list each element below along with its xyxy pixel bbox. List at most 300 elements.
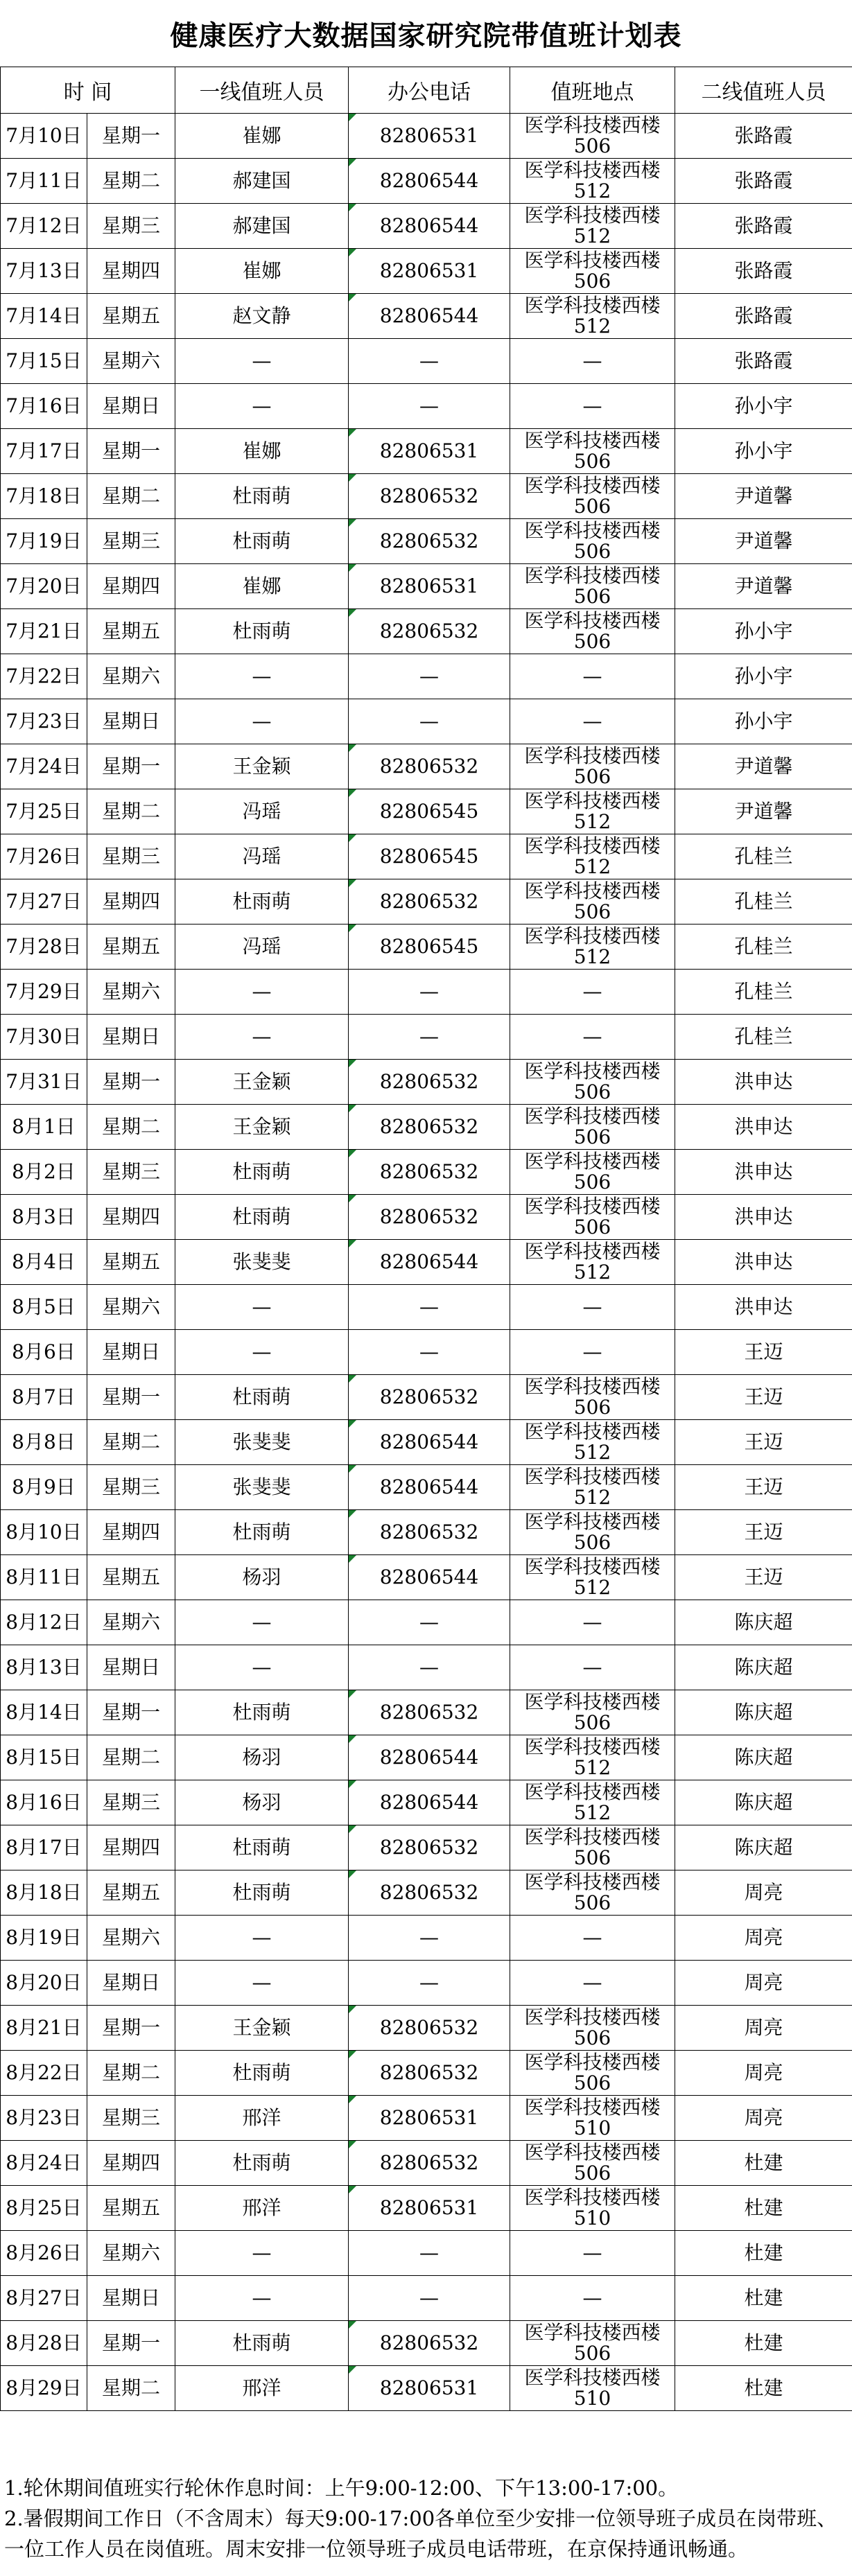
cell-date: 7月29日 [1,970,87,1015]
cell-duty-location: 医学科技楼西楼512 [510,925,675,970]
cell-duty-location: — [510,1330,675,1375]
cell-second-line-staff: 王迈 [675,1375,852,1420]
cell-date: 8月5日 [1,1285,87,1330]
table-row [1,1735,852,1780]
cell-date: 7月20日 [1,564,87,609]
cell-first-line-staff: 杜雨萌 [175,1195,349,1240]
cell-date: 8月26日 [1,2231,87,2276]
cell-date: 7月30日 [1,1015,87,1060]
cell-first-line-staff: — [175,1330,349,1375]
header-duty-location: 值班地点 [510,67,675,114]
table-row [1,1690,852,1735]
cell-date: 8月2日 [1,1150,87,1195]
cell-first-line-staff: — [175,339,349,384]
cell-office-phone: — [349,699,510,744]
cell-date: 8月1日 [1,1105,87,1150]
cell-second-line-staff: 孔桂兰 [675,925,852,970]
cell-duty-location: 医学科技楼西楼512 [510,789,675,834]
table-row [1,2276,852,2321]
cell-duty-location: 医学科技楼西楼506 [510,609,675,654]
cell-second-line-staff: 陈庆超 [675,1690,852,1735]
cell-weekday: 星期三 [87,834,175,879]
page-title: 健康医疗大数据国家研究院带值班计划表 [170,19,682,52]
cell-duty-location: — [510,1015,675,1060]
table-row [1,925,852,970]
cell-duty-location: 医学科技楼西楼512 [510,1420,675,1465]
cell-weekday: 星期一 [87,2321,175,2366]
cell-weekday: 星期六 [87,1285,175,1330]
table-row [1,1375,852,1420]
cell-first-line-staff: 杜雨萌 [175,1825,349,1870]
cell-office-phone: — [349,1600,510,1645]
cell-second-line-staff: 张路霞 [675,339,852,384]
cell-second-line-staff: 孔桂兰 [675,970,852,1015]
cell-date: 7月18日 [1,474,87,519]
cell-duty-location: — [510,2231,675,2276]
cell-office-phone: — [349,970,510,1015]
cell-first-line-staff: 张斐斐 [175,1240,349,1285]
cell-weekday: 星期一 [87,744,175,789]
cell-date: 7月24日 [1,744,87,789]
cell-date: 7月16日 [1,384,87,429]
cell-date: 7月28日 [1,925,87,970]
cell-first-line-staff: 王金颖 [175,1105,349,1150]
cell-date: 8月11日 [1,1555,87,1600]
cell-duty-location: 医学科技楼西楼506 [510,519,675,564]
cell-first-line-staff: — [175,2231,349,2276]
cell-date: 8月23日 [1,2096,87,2141]
cell-date: 8月4日 [1,1240,87,1285]
cell-weekday: 星期五 [87,925,175,970]
cell-date: 7月11日 [1,159,87,204]
cell-weekday: 星期二 [87,1735,175,1780]
cell-weekday: 星期日 [87,1961,175,2006]
cell-first-line-staff: 张斐斐 [175,1465,349,1510]
cell-duty-location: 医学科技楼西楼512 [510,204,675,249]
cell-first-line-staff: 冯瑶 [175,789,349,834]
cell-weekday: 星期六 [87,1916,175,1961]
cell-duty-location: — [510,2276,675,2321]
cell-duty-location: — [510,699,675,744]
cell-duty-location: 医学科技楼西楼506 [510,1870,675,1916]
cell-second-line-staff: 孔桂兰 [675,834,852,879]
cell-second-line-staff: 周亮 [675,2051,852,2096]
cell-date: 8月10日 [1,1510,87,1555]
cell-first-line-staff: — [175,384,349,429]
cell-office-phone: 82806531 [349,2366,510,2411]
table-row [1,2141,852,2186]
cell-office-phone: 82806532 [349,1060,510,1105]
cell-second-line-staff: 洪申达 [675,1285,852,1330]
cell-second-line-staff: 王迈 [675,1555,852,1600]
cell-office-phone: 82806544 [349,1735,510,1780]
cell-second-line-staff: 尹道馨 [675,564,852,609]
cell-duty-location: 医学科技楼西楼506 [510,1690,675,1735]
table-row [1,789,852,834]
cell-duty-location: 医学科技楼西楼506 [510,2051,675,2096]
cell-office-phone: 82806532 [349,1105,510,1150]
cell-duty-location: 医学科技楼西楼506 [510,1510,675,1555]
cell-second-line-staff: 周亮 [675,1916,852,1961]
cell-weekday: 星期二 [87,159,175,204]
table-row [1,1870,852,1916]
cell-office-phone: — [349,2276,510,2321]
cell-date: 8月18日 [1,1870,87,1916]
cell-date: 8月7日 [1,1375,87,1420]
header-first-line-staff: 一线值班人员 [175,67,349,114]
cell-office-phone: 82806532 [349,519,510,564]
cell-second-line-staff: 孙小宇 [675,609,852,654]
cell-date: 7月15日 [1,339,87,384]
cell-second-line-staff: 孔桂兰 [675,1015,852,1060]
cell-weekday: 星期三 [87,519,175,564]
cell-duty-location: 医学科技楼西楼512 [510,294,675,339]
cell-weekday: 星期日 [87,1645,175,1690]
cell-duty-location: 医学科技楼西楼510 [510,2366,675,2411]
cell-date: 8月16日 [1,1780,87,1825]
cell-second-line-staff: 周亮 [675,1961,852,2006]
cell-first-line-staff: 郝建国 [175,159,349,204]
cell-duty-location: 医学科技楼西楼506 [510,114,675,159]
note-2: 2.暑假期间工作日（不含周末）每天9:00-17:00各单位至少安排一位领导班子成员在岗带班、一位工作人员在岗值班。周末安排一位领导班子成员电话带班，在京保持通讯畅通。 [4,2507,837,2561]
cell-office-phone: 82806532 [349,1690,510,1735]
cell-office-phone: 82806544 [349,1420,510,1465]
cell-duty-location: 医学科技楼西楼512 [510,1780,675,1825]
cell-first-line-staff: 杜雨萌 [175,2051,349,2096]
cell-weekday: 星期六 [87,970,175,1015]
cell-first-line-staff: — [175,1600,349,1645]
table-row [1,2366,852,2411]
cell-duty-location: — [510,1961,675,2006]
cell-office-phone: 82806531 [349,429,510,474]
table-row [1,564,852,609]
cell-duty-location: 医学科技楼西楼510 [510,2186,675,2231]
cell-date: 7月12日 [1,204,87,249]
cell-duty-location: 医学科技楼西楼512 [510,1735,675,1780]
cell-first-line-staff: 杜雨萌 [175,1510,349,1555]
cell-weekday: 星期三 [87,2096,175,2141]
cell-duty-location: 医学科技楼西楼506 [510,1105,675,1150]
cell-weekday: 星期一 [87,429,175,474]
cell-weekday: 星期四 [87,249,175,294]
cell-office-phone: 82806545 [349,834,510,879]
cell-office-phone: 82806532 [349,879,510,925]
cell-first-line-staff: 崔娜 [175,429,349,474]
cell-first-line-staff: — [175,1961,349,2006]
cell-duty-location: 医学科技楼西楼506 [510,474,675,519]
cell-weekday: 星期五 [87,1870,175,1916]
cell-date: 8月14日 [1,1690,87,1735]
cell-office-phone: — [349,1961,510,2006]
cell-first-line-staff: — [175,1916,349,1961]
cell-first-line-staff: 杜雨萌 [175,474,349,519]
cell-first-line-staff: — [175,1645,349,1690]
cell-weekday: 星期日 [87,384,175,429]
cell-date: 8月13日 [1,1645,87,1690]
cell-weekday: 星期三 [87,204,175,249]
cell-first-line-staff: 杜雨萌 [175,2141,349,2186]
cell-duty-location: 医学科技楼西楼512 [510,159,675,204]
cell-duty-location: 医学科技楼西楼506 [510,2141,675,2186]
cell-date: 7月27日 [1,879,87,925]
cell-duty-location: 医学科技楼西楼506 [510,744,675,789]
cell-duty-location: 医学科技楼西楼510 [510,2096,675,2141]
cell-first-line-staff: 杜雨萌 [175,879,349,925]
cell-second-line-staff: 王迈 [675,1330,852,1375]
cell-date: 8月27日 [1,2276,87,2321]
table-row [1,339,852,384]
table-row [1,1195,852,1240]
cell-second-line-staff: 周亮 [675,2006,852,2051]
cell-office-phone: 82806532 [349,2321,510,2366]
cell-duty-location: — [510,384,675,429]
cell-first-line-staff: 杨羽 [175,1555,349,1600]
cell-second-line-staff: 张路霞 [675,114,852,159]
cell-date: 8月17日 [1,1825,87,1870]
cell-second-line-staff: 杜建 [675,2231,852,2276]
cell-date: 7月14日 [1,294,87,339]
cell-date: 8月21日 [1,2006,87,2051]
cell-first-line-staff: 王金颖 [175,2006,349,2051]
cell-weekday: 星期六 [87,654,175,699]
cell-weekday: 星期日 [87,1330,175,1375]
cell-first-line-staff: 杜雨萌 [175,1690,349,1735]
cell-duty-location: 医学科技楼西楼506 [510,1825,675,1870]
cell-office-phone: 82806532 [349,2006,510,2051]
cell-duty-location: — [510,1285,675,1330]
cell-office-phone: 82806544 [349,159,510,204]
cell-office-phone: 82806531 [349,2186,510,2231]
cell-duty-location: 医学科技楼西楼506 [510,2321,675,2366]
table-row [1,2006,852,2051]
cell-second-line-staff: 杜建 [675,2141,852,2186]
cell-first-line-staff: — [175,1015,349,1060]
cell-office-phone: 82806531 [349,249,510,294]
cell-office-phone: — [349,339,510,384]
table-row [1,384,852,429]
cell-date: 7月25日 [1,789,87,834]
cell-office-phone: 82806532 [349,1825,510,1870]
cell-office-phone: 82806532 [349,2051,510,2096]
cell-office-phone: 82806544 [349,294,510,339]
cell-duty-location: — [510,1916,675,1961]
cell-date: 7月22日 [1,654,87,699]
cell-office-phone: 82806532 [349,474,510,519]
cell-duty-location: — [510,1600,675,1645]
cell-weekday: 星期五 [87,609,175,654]
cell-first-line-staff: 杜雨萌 [175,609,349,654]
cell-date: 8月25日 [1,2186,87,2231]
cell-second-line-staff: 王迈 [675,1465,852,1510]
table-row [1,834,852,879]
cell-date: 7月21日 [1,609,87,654]
cell-office-phone: 82806544 [349,1780,510,1825]
cell-date: 8月8日 [1,1420,87,1465]
cell-office-phone: 82806531 [349,114,510,159]
cell-second-line-staff: 张路霞 [675,294,852,339]
cell-office-phone: 82806545 [349,789,510,834]
cell-duty-location: — [510,970,675,1015]
table-row [1,1240,852,1285]
cell-second-line-staff: 洪申达 [675,1105,852,1150]
cell-weekday: 星期一 [87,1375,175,1420]
cell-weekday: 星期五 [87,1555,175,1600]
header-time: 时 间 [1,67,175,114]
cell-second-line-staff: 尹道馨 [675,519,852,564]
cell-weekday: 星期日 [87,699,175,744]
table-row [1,744,852,789]
cell-first-line-staff: — [175,654,349,699]
cell-weekday: 星期五 [87,1240,175,1285]
cell-duty-location: 医学科技楼西楼506 [510,429,675,474]
cell-second-line-staff: 杜建 [675,2366,852,2411]
cell-office-phone: 82806531 [349,564,510,609]
cell-second-line-staff: 孙小宇 [675,699,852,744]
cell-first-line-staff: 张斐斐 [175,1420,349,1465]
cell-weekday: 星期一 [87,1690,175,1735]
cell-weekday: 星期三 [87,1780,175,1825]
cell-weekday: 星期二 [87,789,175,834]
header-office-phone: 办公电话 [349,67,510,114]
cell-date: 8月19日 [1,1916,87,1961]
cell-weekday: 星期五 [87,2186,175,2231]
table-row [1,879,852,925]
cell-date: 7月19日 [1,519,87,564]
cell-office-phone: — [349,1330,510,1375]
table-row [1,429,852,474]
table-row [1,1961,852,2006]
cell-weekday: 星期四 [87,564,175,609]
cell-weekday: 星期四 [87,2141,175,2186]
cell-office-phone: 82806532 [349,2141,510,2186]
cell-duty-location: 医学科技楼西楼506 [510,1375,675,1420]
table-row [1,204,852,249]
table-row [1,2321,852,2366]
cell-date: 8月12日 [1,1600,87,1645]
table-row [1,1465,852,1510]
cell-duty-location: 医学科技楼西楼512 [510,834,675,879]
cell-duty-location: 医学科技楼西楼506 [510,249,675,294]
cell-date: 8月20日 [1,1961,87,2006]
cell-first-line-staff: — [175,970,349,1015]
cell-weekday: 星期六 [87,339,175,384]
cell-office-phone: 82806532 [349,1510,510,1555]
cell-office-phone: — [349,1645,510,1690]
cell-office-phone: 82806532 [349,1870,510,1916]
cell-first-line-staff: 邢洋 [175,2366,349,2411]
cell-weekday: 星期五 [87,294,175,339]
cell-second-line-staff: 孔桂兰 [675,879,852,925]
table-row [1,1330,852,1375]
table-header-row [1,67,852,114]
cell-office-phone: 82806544 [349,204,510,249]
cell-date: 8月24日 [1,2141,87,2186]
header-second-line-staff: 二线值班人员 [675,67,852,114]
table-row [1,294,852,339]
cell-office-phone: 82806532 [349,1195,510,1240]
cell-weekday: 星期六 [87,2231,175,2276]
table-row [1,1285,852,1330]
cell-duty-location: — [510,339,675,384]
table-row [1,1825,852,1870]
cell-weekday: 星期一 [87,2006,175,2051]
table-row [1,1916,852,1961]
cell-weekday: 星期三 [87,1465,175,1510]
cell-date: 8月29日 [1,2366,87,2411]
table-row [1,1420,852,1465]
table-row [1,1555,852,1600]
cell-second-line-staff: 张路霞 [675,159,852,204]
cell-duty-location: 医学科技楼西楼506 [510,1150,675,1195]
cell-weekday: 星期四 [87,1510,175,1555]
cell-duty-location: 医学科技楼西楼506 [510,879,675,925]
cell-first-line-staff: 邢洋 [175,2186,349,2231]
cell-weekday: 星期二 [87,2366,175,2411]
cell-first-line-staff: 杨羽 [175,1735,349,1780]
cell-weekday: 星期二 [87,1420,175,1465]
cell-second-line-staff: 王迈 [675,1420,852,1465]
cell-first-line-staff: 杜雨萌 [175,1150,349,1195]
duty-schedule-table [0,67,852,2411]
table-body [1,114,852,2411]
cell-date: 8月3日 [1,1195,87,1240]
cell-second-line-staff: 孙小宇 [675,429,852,474]
cell-second-line-staff: 洪申达 [675,1240,852,1285]
cell-first-line-staff: 王金颖 [175,1060,349,1105]
cell-second-line-staff: 周亮 [675,1870,852,1916]
cell-second-line-staff: 陈庆超 [675,1825,852,1870]
cell-weekday: 星期四 [87,1825,175,1870]
table-row [1,1015,852,1060]
cell-weekday: 星期二 [87,2051,175,2096]
cell-second-line-staff: 洪申达 [675,1195,852,1240]
table-row [1,2231,852,2276]
cell-duty-location: 医学科技楼西楼506 [510,1195,675,1240]
cell-office-phone: — [349,384,510,429]
cell-first-line-staff: 冯瑶 [175,834,349,879]
cell-weekday: 星期日 [87,2276,175,2321]
cell-office-phone: — [349,1285,510,1330]
cell-second-line-staff: 尹道馨 [675,474,852,519]
cell-first-line-staff: 崔娜 [175,249,349,294]
cell-office-phone: 82806532 [349,744,510,789]
cell-second-line-staff: 杜建 [675,2276,852,2321]
cell-duty-location: 医学科技楼西楼512 [510,1240,675,1285]
cell-duty-location: — [510,654,675,699]
cell-duty-location: 医学科技楼西楼506 [510,2006,675,2051]
cell-first-line-staff: 杜雨萌 [175,1870,349,1916]
cell-first-line-staff: — [175,699,349,744]
cell-office-phone: 82806531 [349,2096,510,2141]
cell-first-line-staff: 杨羽 [175,1780,349,1825]
cell-date: 8月6日 [1,1330,87,1375]
cell-duty-location: 医学科技楼西楼512 [510,1465,675,1510]
notes [4,2473,849,2564]
cell-weekday: 星期四 [87,1195,175,1240]
cell-second-line-staff: 孙小宇 [675,384,852,429]
table-row [1,699,852,744]
cell-office-phone: — [349,1916,510,1961]
cell-weekday: 星期二 [87,474,175,519]
cell-first-line-staff: 冯瑶 [175,925,349,970]
cell-second-line-staff: 陈庆超 [675,1600,852,1645]
cell-second-line-staff: 陈庆超 [675,1735,852,1780]
cell-date: 8月28日 [1,2321,87,2366]
table-row [1,474,852,519]
cell-first-line-staff: 邢洋 [175,2096,349,2141]
cell-first-line-staff: 杜雨萌 [175,2321,349,2366]
cell-office-phone: 82806532 [349,1150,510,1195]
